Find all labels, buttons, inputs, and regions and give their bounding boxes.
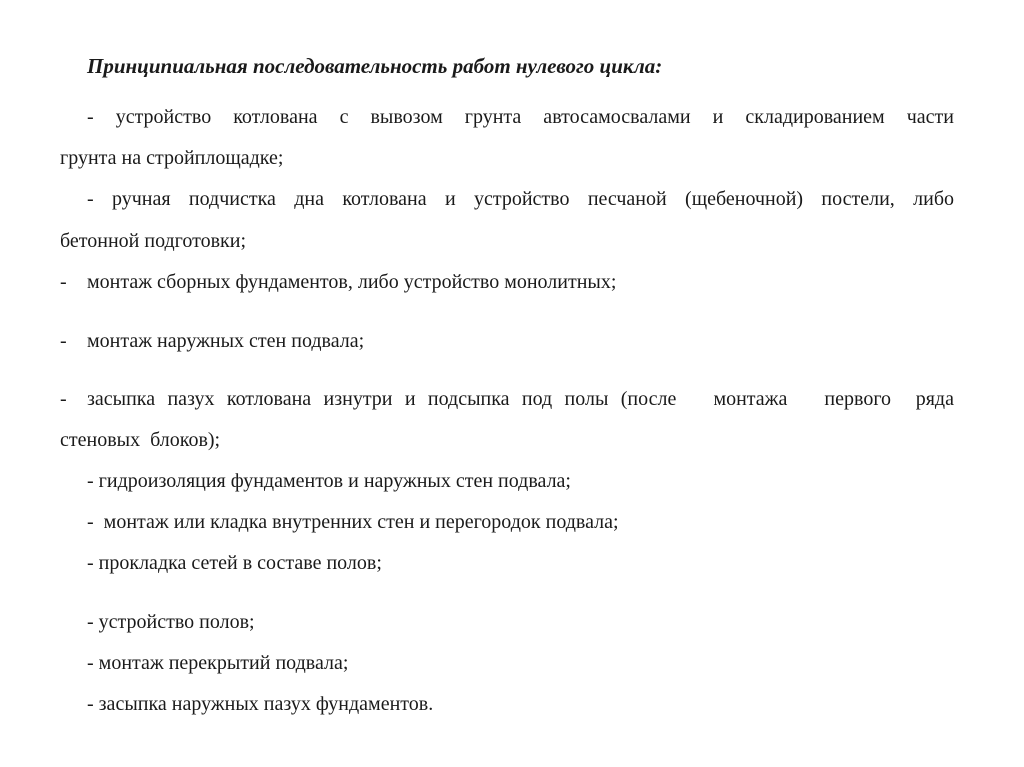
list-item-ceilings: - монтаж перекрытий подвала; xyxy=(87,652,349,674)
list-item-excavation-line1: - устройство котлована с вывозом грунта автосамосвалами и складированием части xyxy=(87,106,954,128)
list-item-waterproofing: - гидроизоляция фундаментов и наружных стен подвала; xyxy=(87,470,571,492)
list-item-foundations-text: монтаж сборных фундаментов, либо устройство монолитных; xyxy=(87,271,617,293)
list-item-bottom-cleanup-line1: - ручная подчистка дна котлована и устройство песчаной (щебеночной) постели, либо xyxy=(87,188,954,210)
document-title: Принципиальная последовательность работ нулевого цикла: xyxy=(87,54,663,78)
list-item-floors: - устройство полов; xyxy=(87,611,255,633)
list-item-basement-walls-text: монтаж наружных стен подвала; xyxy=(87,330,365,352)
list-item-networks: - прокладка сетей в составе полов; xyxy=(87,552,382,574)
list-item-backfill-line1: засыпка пазух котлована изнутри и подсыпка под полы (после монтажа первого ряда xyxy=(87,388,954,410)
list-item-internal-walls: - монтаж или кладка внутренних стен и перегородок подвала; xyxy=(87,511,619,533)
list-item-basement-walls-dash: - xyxy=(60,330,67,352)
list-item-bottom-cleanup-line2: бетонной подготовки; xyxy=(60,230,247,252)
list-item-backfill-dash: - xyxy=(60,388,67,410)
list-item-external-backfill: - засыпка наружных пазух фундаментов. xyxy=(87,693,434,715)
list-item-excavation-line2: грунта на стройплощадке; xyxy=(60,147,284,169)
list-item-backfill-line2: стеновых блоков); xyxy=(60,429,221,451)
list-item-foundations-dash: - xyxy=(60,271,67,293)
